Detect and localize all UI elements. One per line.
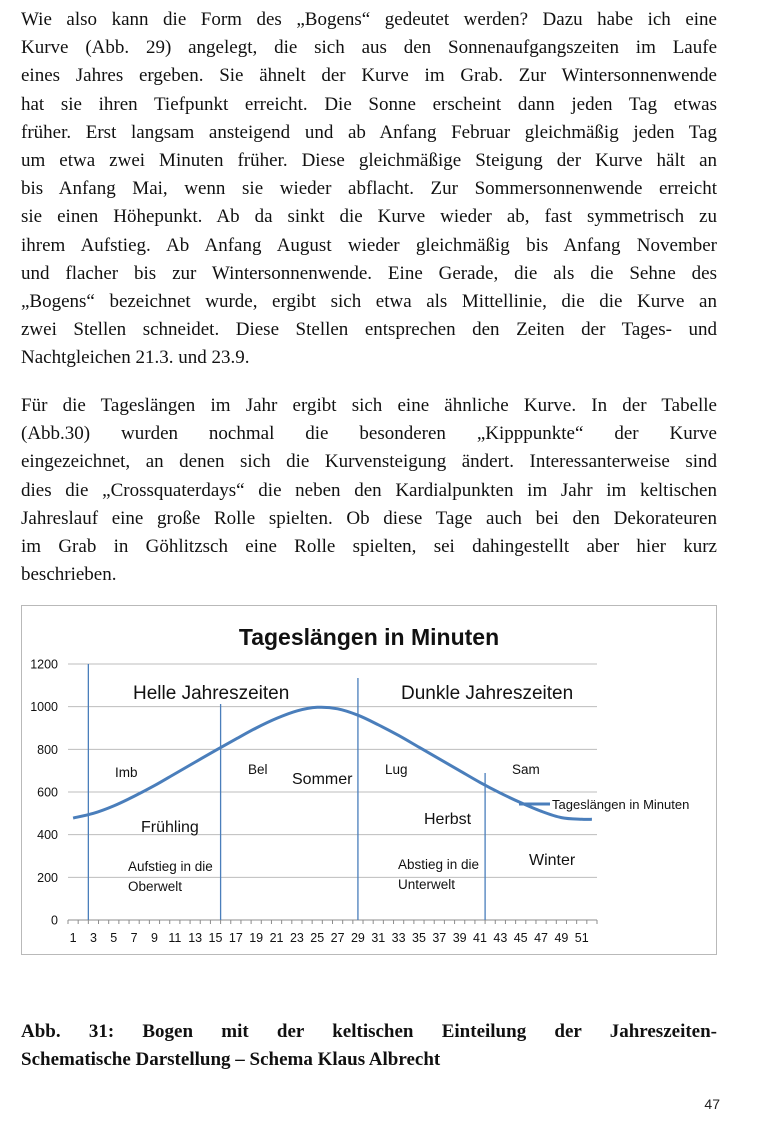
paragraph-line: dies die „Crossquaterdays“ die neben den Kardialpunkten im Jahr im keltischen	[21, 479, 717, 501]
x-tick-label: 19	[249, 931, 264, 945]
x-tick-label: 27	[330, 931, 345, 945]
paragraph-line: im Grab in Göhlitzsch eine Rolle spielten, sei dahingestellt aber hier kurz	[21, 536, 717, 558]
paragraph-line: eines Jahres ergeben. Sie ähnelt der Kurve im Grab. Zur Wintersonnenwende	[21, 65, 717, 87]
page-number: 47	[704, 1096, 720, 1112]
paragraph-line: Wie also kann die Form des „Bogens“ gedeutet werden? Dazu habe ich eine	[21, 9, 717, 30]
label-sam: Sam	[512, 762, 540, 777]
paragraph-line: zwei Stellen schneidet. Diese Stellen entsprechen den Zeiten der Tages- und	[21, 319, 717, 341]
caption-line-2: Schematische Darstellung – Schema Klaus Albrecht	[21, 1049, 441, 1070]
paragraph-2	[21, 392, 717, 589]
y-tick-label: 0	[51, 913, 58, 928]
label-lug: Lug	[385, 762, 408, 777]
y-tick-label: 600	[37, 785, 58, 800]
paragraph-line: beschrieben.	[21, 564, 117, 586]
region-label-dark: Dunkle Jahreszeiten	[401, 683, 574, 704]
caption-line-1: Abb. 31: Bogen mit der keltischen Einteilung der Jahreszeiten-	[21, 1021, 717, 1042]
chart-title: Tageslängen in Minuten	[238, 624, 500, 650]
region-label-light: Helle Jahreszeiten	[133, 683, 290, 704]
x-tick-label: 21	[269, 931, 284, 945]
paragraph-1	[21, 6, 717, 373]
label-aufstieg-1: Aufstieg in die	[128, 859, 213, 874]
label-abstieg-1: Abstieg in die	[398, 857, 480, 872]
y-tick-label: 1000	[30, 700, 58, 715]
x-tick-label: 7	[130, 931, 138, 945]
label-imb: Imb	[115, 765, 138, 780]
x-tick-label: 1	[69, 931, 77, 945]
x-tick-label: 31	[371, 931, 386, 945]
x-tick-label: 43	[493, 931, 508, 945]
label-sommer: Sommer	[292, 771, 353, 788]
x-tick-label: 33	[391, 931, 406, 945]
paragraph-line: und flacher bis zur Wintersonnenwende. Eine Gerade, die als die Sehne des	[21, 262, 717, 284]
x-tick-label: 3	[89, 931, 97, 945]
paragraph-line: Nachtgleichen 21.3. und 23.9.	[21, 347, 250, 369]
paragraph-line: Jahreslauf eine große Rolle spielten. Ob diese Tage auch bei den Dekorateuren	[21, 507, 717, 529]
x-tick-label: 49	[554, 931, 569, 945]
label-herbst: Herbst	[424, 811, 472, 828]
y-tick-label: 400	[37, 828, 58, 843]
x-tick-label: 51	[574, 931, 589, 945]
paragraph-line: bis Anfang Mai, wenn sie wieder abflacht. Zur Sommersonnenwende erreicht	[21, 178, 717, 200]
paragraph-line: sie einen Höhepunkt. Ab da sinkt die Kurve wieder ab, fast symmetrisch zu	[21, 206, 717, 228]
x-tick-label: 39	[452, 931, 467, 945]
paragraph-line: um etwa zwei Minuten früher. Diese gleichmäßige Steigung der Kurve hält an	[21, 150, 717, 172]
paragraph-line: früher. Erst langsam ansteigend und ab Anfang Februar gleichmäßig jeden Tag	[21, 121, 717, 143]
line-chart	[22, 606, 718, 956]
x-tick-label: 41	[473, 931, 487, 945]
x-tick-label: 11	[168, 931, 182, 945]
paragraph-line: (Abb.30) wurden nochmal die besonderen „Kipppunkte“ der Kurve	[21, 423, 717, 445]
paragraph-line: Für die Tageslängen im Jahr ergibt sich eine ähnliche Kurve. In der Tabelle	[21, 395, 717, 416]
chart-figure	[21, 605, 717, 955]
label-aufstieg-2: Oberwelt	[128, 879, 183, 894]
paragraph-line: hat sie ihren Tiefpunkt erreicht. Die Sonne erscheint dann jeden Tag etwas	[21, 93, 717, 115]
paragraph-line: Kurve (Abb. 29) angelegt, die sich aus den Sonnenaufgangszeiten im Laufe	[21, 37, 717, 59]
y-tick-label: 800	[37, 742, 58, 757]
x-tick-label: 9	[150, 931, 158, 945]
paragraph-line: ihrem Aufstieg. Ab Anfang August wieder gleichmäßig bis Anfang November	[21, 234, 717, 256]
y-tick-label: 1200	[30, 657, 58, 672]
x-tick-label: 15	[208, 931, 223, 945]
x-tick-label: 45	[513, 931, 528, 945]
legend-label: Tageslängen in Minuten	[552, 797, 690, 812]
x-tick-label: 17	[228, 931, 243, 945]
figure-caption	[21, 1018, 717, 1074]
x-tick-label: 37	[432, 931, 447, 945]
x-tick-label: 29	[350, 931, 365, 945]
label-abstieg-2: Unterwelt	[398, 877, 456, 892]
x-tick-label: 25	[310, 931, 325, 945]
label-winter: Winter	[529, 852, 576, 869]
paragraph-line: „Bogens“ bezeichnet wurde, ergibt sich etwa als Mittellinie, die die Kurve an	[21, 291, 717, 313]
y-tick-label: 200	[37, 870, 58, 885]
x-tick-label: 47	[534, 931, 549, 945]
label-bel: Bel	[248, 762, 268, 777]
x-tick-label: 23	[289, 931, 304, 945]
label-fruehling: Frühling	[141, 819, 199, 836]
paragraph-line: eingezeichnet, an denen sich die Kurvensteigung ändert. Interessanterweise sind	[21, 451, 717, 473]
x-tick-label: 13	[188, 931, 203, 945]
x-tick-label: 5	[110, 931, 118, 945]
x-tick-label: 35	[412, 931, 426, 945]
